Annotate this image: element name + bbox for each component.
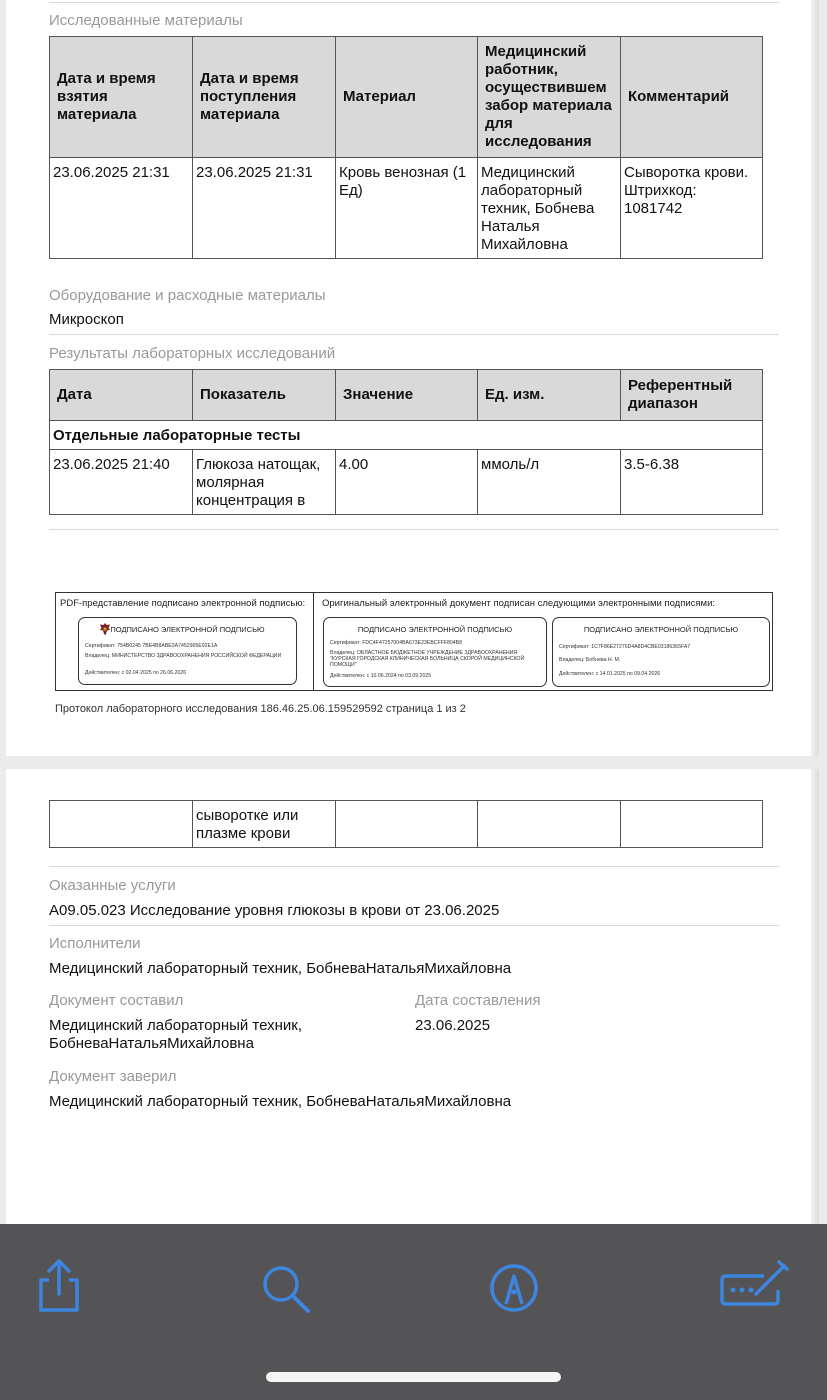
cell-reference-range (621, 801, 763, 848)
header-medical-worker: Медицинский работник, осуществившем забор материала для исследования (478, 37, 621, 158)
signature-icon[interactable] (718, 1256, 790, 1320)
cell-comment: Сыворотка крови. Штрихкод: 1081742 (621, 158, 763, 259)
stamp-owner: Владелец: МИНИСТЕРСТВО ЗДРАВООХРАНЕНИЯ РОССИЙСКОЙ ФЕДЕРАЦИИ (85, 653, 282, 659)
pdf-signature-header: PDF-представление подписано электронной подписью: (60, 598, 306, 609)
materials-label: Исследованные материалы (49, 12, 243, 29)
top-divider (49, 2, 779, 3)
executors-value: Медицинский лабораторный техник, БобневаНатальяМихайловна (49, 960, 512, 977)
page-edge (811, 769, 819, 1229)
group-title: Отдельные лабораторные тесты (50, 421, 763, 450)
cell-indicator: сыворотке или плазме крови (193, 801, 336, 848)
document-page-2 (6, 769, 819, 1229)
group-row (50, 421, 763, 450)
stamp-certificate: Сертификат: 1C7F86E27276D4A8D4CBE03186365FA7 (559, 644, 691, 650)
markup-icon[interactable] (482, 1256, 546, 1320)
cell-value: 4.00 (336, 450, 478, 515)
share-icon[interactable] (27, 1256, 91, 1320)
table-divider (49, 866, 779, 867)
stamp-title: ПОДПИСАНО ЭЛЕКТРОННОЙ ПОДПИСЬЮ (110, 625, 265, 634)
stamp-owner: Владелец: ОБЛАСТНОЕ БЮДЖЕТНОЕ УЧРЕЖДЕНИЕ ЗДРАВООХРАНЕНИЯ "КУРСКАЯ ГОРОДСКАЯ КЛИНИЧЕСКАЯ БОЛЬНИЦА СКОРОЙ МЕДИЦИНСКОЙ ПОМОЩИ" (330, 650, 525, 668)
compiled-date-label: Дата составления (415, 992, 541, 1009)
protocol-footer: Протокол лабораторного исследования 186.46.25.06.159529592 страница 1 из 2 (55, 703, 466, 715)
signature-stamp (78, 617, 297, 685)
bottom-toolbar (0, 1224, 827, 1400)
header-unit: Ед. изм. (478, 370, 621, 421)
stamp-title: ПОДПИСАНО ЭЛЕКТРОННОЙ ПОДПИСЬЮ (357, 625, 513, 634)
materials-table (49, 36, 763, 259)
cell-medical-worker: Медицинский лабораторный техник, Бобнева Наталья Михайловна (478, 158, 621, 259)
stamp-certificate: Сертификат: 754B0245 7BE4B8ABE2A7452965E92E1A (85, 643, 218, 649)
materials-header-row (50, 37, 763, 158)
stamp-validity: Действителен: с 02.04.2025 по 26.06.2026 (85, 670, 187, 676)
equipment-divider (49, 334, 779, 335)
home-indicator (266, 1372, 561, 1382)
certified-by-value: Медицинский лабораторный техник, БобневаНатальяМихайловна (49, 1093, 512, 1110)
stamp-certificate: Сертификат: FDC4F47257004BA673E23EBCFFF804B8 (330, 640, 463, 646)
equipment-label: Оборудование и расходные материалы (49, 287, 326, 304)
certified-by-label: Документ заверил (49, 1068, 177, 1085)
header-reference-range: Референтный диапазон (621, 370, 763, 421)
cell-unit (478, 801, 621, 848)
results-header-row (50, 370, 763, 421)
header-indicator: Показатель (193, 370, 336, 421)
header-collection-date: Дата и время взятия материала (50, 37, 193, 158)
header-material: Материал (336, 37, 478, 158)
header-date: Дата (50, 370, 193, 421)
cell-reference-range: 3.5-6.38 (621, 450, 763, 515)
services-divider (49, 925, 779, 926)
results-table-continued (49, 800, 763, 848)
document-page-1 (6, 0, 819, 756)
compiled-by-value: Медицинский лабораторный техник, БобневаНатальяМихайловна (49, 1017, 303, 1052)
cell-receipt-date: 23.06.2025 21:31 (193, 158, 336, 259)
header-value: Значение (336, 370, 478, 421)
table-row (50, 450, 763, 515)
cell-date: 23.06.2025 21:40 (50, 450, 193, 515)
cell-value (336, 801, 478, 848)
compiled-by-label: Документ составил (49, 992, 184, 1009)
pdf-signature-area (56, 593, 314, 690)
services-label: Оказанные услуги (49, 877, 176, 894)
signature-stamp (323, 617, 547, 687)
equipment-value: Микроскоп (49, 311, 124, 328)
stamp-validity: Действителен: с 10.06.2024 по 03.09.2025 (330, 673, 432, 679)
executors-label: Исполнители (49, 935, 141, 952)
results-label: Результаты лабораторных исследований (49, 345, 336, 362)
table-row (50, 158, 763, 259)
results-divider (49, 529, 779, 530)
original-signature-header: Оригинальный электронный документ подписан следующими электронными подписями: (322, 598, 716, 609)
results-table (49, 369, 763, 515)
cell-material: Кровь венозная (1 Ед) (336, 158, 478, 259)
stamp-owner: Владелец: Бобнева Н. М. (559, 657, 621, 663)
header-comment: Комментарий (621, 37, 763, 158)
signature-stamp (552, 617, 770, 687)
cell-collection-date: 23.06.2025 21:31 (50, 158, 193, 259)
page-edge (811, 0, 819, 756)
stamp-title: ПОДПИСАНО ЭЛЕКТРОННОЙ ПОДПИСЬЮ (583, 625, 739, 634)
cell-unit: ммоль/л (478, 450, 621, 515)
table-row (50, 801, 763, 848)
stamp-validity: Действителен: с 14.01.2025 по 09.04.2026 (559, 671, 661, 677)
cell-date (50, 801, 193, 848)
cell-indicator: Глюкоза натощак, молярная концентрация в (193, 450, 336, 515)
search-icon[interactable] (253, 1256, 317, 1320)
header-receipt-date: Дата и время поступления материала (193, 37, 336, 158)
signature-block (55, 592, 773, 691)
services-value: A09.05.023 Исследование уровня глюкозы в крови от 23.06.2025 (49, 902, 500, 919)
compiled-date-value: 23.06.2025 (415, 1017, 491, 1034)
